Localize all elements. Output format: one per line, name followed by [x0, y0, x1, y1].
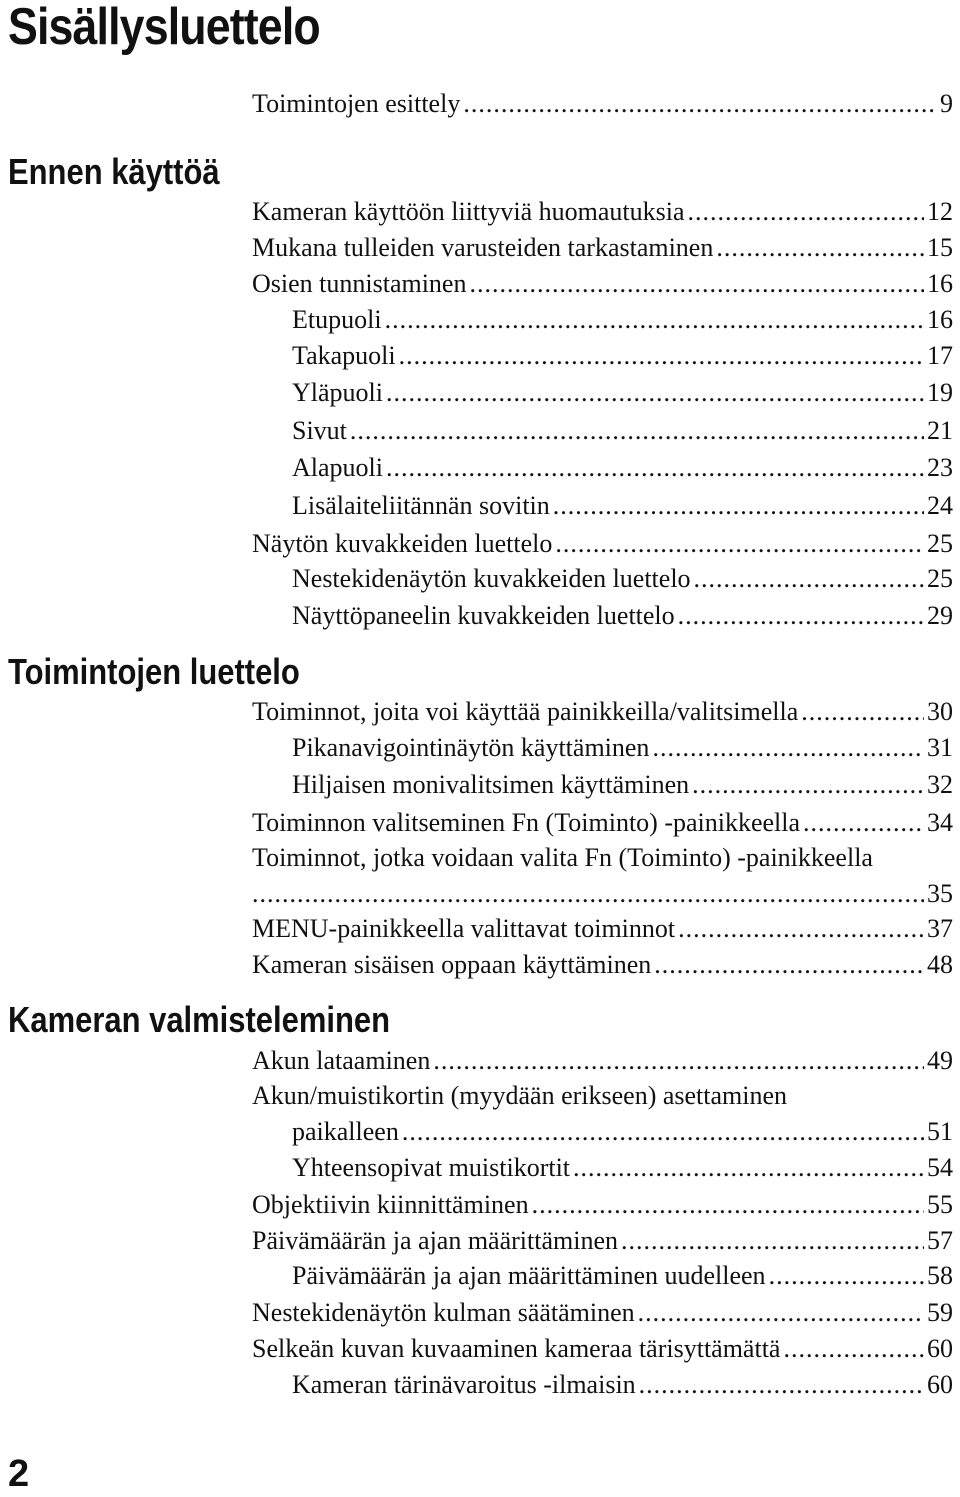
toc-entry-label: Kameran käyttöön liittyviä huomautuksia: [252, 197, 685, 226]
toc-leader-dots: [463, 86, 937, 122]
toc-leader-dots: [573, 1150, 924, 1186]
toc-entry-label: MENU-painikkeella valittavat toiminnot: [252, 914, 676, 943]
toc-entry-label: Nestekidenäytön kuvakkeiden luettelo: [292, 564, 691, 593]
toc-leader-dots: [385, 302, 924, 338]
toc-leader-dots: [555, 526, 924, 562]
toc-subentry: [292, 598, 953, 634]
toc-subentry: [292, 338, 953, 374]
toc-entry-label: Kameran sisäisen oppaan käyttäminen: [252, 950, 652, 979]
toc-page-number: 55: [927, 1190, 953, 1219]
toc-entry: [252, 1043, 953, 1079]
toc-leader-dots: [252, 876, 924, 912]
toc-leader-dots: [621, 1223, 924, 1259]
toc-leader-dots: [654, 947, 924, 983]
toc-entry: [252, 694, 953, 730]
toc-leader-dots: [692, 767, 924, 803]
toc-entry: [252, 1187, 953, 1223]
toc-entry: [252, 86, 953, 122]
toc-subentry: [292, 450, 953, 486]
toc-page-number: 31: [927, 733, 953, 762]
toc-entry: [252, 947, 953, 983]
toc-page-number: 16: [927, 305, 953, 334]
toc-page-number: 35: [927, 879, 953, 908]
toc-leader-dots: [639, 1367, 924, 1403]
toc-leader-dots: [678, 598, 924, 634]
toc-leader-dots: [469, 266, 924, 302]
toc-entry-label: Yläpuoli: [292, 378, 383, 407]
toc-leader-dots: [402, 1114, 924, 1150]
toc-leader-dots: [783, 1331, 924, 1367]
toc-subentry: [292, 413, 953, 449]
toc-subentry: [292, 730, 953, 766]
toc-entry-label: Alapuoli: [292, 453, 383, 482]
toc-leader-dots: [769, 1258, 924, 1294]
toc-entry-label: Hiljaisen monivalitsimen käyttäminen: [292, 770, 690, 799]
toc-subentry: [292, 1258, 953, 1294]
toc-entry-label: Päivämäärän ja ajan määrittäminen uudelleen: [292, 1261, 766, 1290]
toc-subentry: [292, 1150, 953, 1186]
toc-page-number: 29: [927, 601, 953, 630]
toc-subentry: [292, 1367, 953, 1403]
toc-leader-dots: [433, 1043, 924, 1079]
toc-subentry: [292, 375, 953, 411]
toc-page-number: 48: [927, 950, 953, 979]
toc-leader-dots: [694, 561, 924, 597]
toc-entry-label: Toiminnot, jotka voidaan valita Fn (Toiminto) -painikkeella: [252, 843, 873, 872]
toc-entry-label: Akun lataaminen: [252, 1046, 431, 1075]
toc-entry-label: Näytön kuvakkeiden luettelo: [252, 529, 553, 558]
toc-leader-dots: [532, 1187, 924, 1223]
toc-entry: [252, 1331, 953, 1367]
toc-entry: [252, 230, 953, 266]
toc-entry: [252, 526, 953, 562]
toc-entry-label: Toiminnon valitseminen Fn (Toiminto) -painikkeella: [252, 808, 801, 837]
toc-leader-dots: [803, 805, 924, 841]
toc-leader-dots: [688, 194, 924, 230]
toc-entry-label: Yhteensopivat muistikortit: [292, 1153, 571, 1182]
toc-entry-label: Toiminnot, joita voi käyttää painikkeilla/valitsimella: [252, 697, 799, 726]
section-heading: Toimintojen luettelo: [8, 651, 300, 692]
toc-entry-label: Lisälaiteliitännän sovitin: [292, 491, 550, 520]
toc-entry-label: Objektiivin kiinnittäminen: [252, 1190, 529, 1219]
toc-page-number: 24: [927, 491, 953, 520]
page-number: 2: [8, 1453, 30, 1495]
toc-page-number: 51: [927, 1117, 953, 1146]
page-title: Sisällysluettelo: [8, 0, 320, 56]
toc-entry-label: Näyttöpaneelin kuvakkeiden luettelo: [292, 601, 675, 630]
toc-entry-label: Mukana tulleiden varusteiden tarkastaminen: [252, 233, 714, 262]
toc-page-number: 32: [927, 770, 953, 799]
toc-page-number: 12: [927, 197, 953, 226]
toc-entry: [252, 805, 953, 841]
toc-leader-dots: [716, 230, 924, 266]
toc-entry-label: Päivämäärän ja ajan määrittäminen: [252, 1226, 618, 1255]
toc-page-number: 17: [927, 341, 953, 370]
toc-page-number: 54: [927, 1153, 953, 1182]
toc-subentry: [292, 561, 953, 597]
toc-leader-dots: [801, 694, 924, 730]
toc-page-number: 34: [927, 808, 953, 837]
toc-entry-label: paikalleen: [292, 1117, 399, 1146]
toc-entry: [252, 1295, 953, 1331]
toc-page-number: 58: [927, 1261, 953, 1290]
toc-entry: [252, 266, 953, 302]
toc-entry-label: Osien tunnistaminen: [252, 269, 467, 298]
toc-subentry: [292, 302, 953, 338]
toc-entry-label: Etupuoli: [292, 305, 382, 334]
toc-leader-dots: [652, 730, 924, 766]
toc-page-number: 37: [927, 914, 953, 943]
toc-leader-dots: [399, 338, 924, 374]
toc-page-number: 21: [927, 416, 953, 445]
toc-page-number: 30: [927, 697, 953, 726]
toc-page-number: 25: [927, 529, 953, 558]
toc-subentry: [292, 767, 953, 803]
toc-page-number: 60: [927, 1370, 953, 1399]
toc-entry-label: Selkeän kuvan kuvaaminen kameraa tärisyttämättä: [252, 1334, 781, 1363]
toc-subentry: [292, 488, 953, 524]
toc-entry-label: Toimintojen esittely: [252, 89, 461, 118]
toc-entry: [252, 911, 953, 947]
toc-page-number: 23: [927, 453, 953, 482]
toc-entry-label: Nestekidenäytön kulman säätäminen: [252, 1298, 635, 1327]
toc-entry-label: Pikanavigointinäytön käyttäminen: [292, 733, 650, 762]
toc-page-number: 16: [927, 269, 953, 298]
toc-page-number: 59: [927, 1298, 953, 1327]
toc-entry: [252, 194, 953, 230]
section-heading: Ennen käyttöä: [8, 151, 220, 192]
toc-entry-label: Sivut: [292, 416, 347, 445]
toc-leader-dots: [386, 450, 924, 486]
toc-leader-dots: [638, 1295, 924, 1331]
toc-leader-dots: [678, 911, 924, 947]
toc-page-number: 49: [927, 1046, 953, 1075]
toc-page-number: 15: [927, 233, 953, 262]
section-heading: Kameran valmisteleminen: [8, 999, 391, 1040]
toc-entry-label: Akun/muistikortin (myydään erikseen) asettaminen: [252, 1081, 788, 1110]
toc-page-number: 60: [927, 1334, 953, 1363]
toc-leader-dots: [553, 488, 924, 524]
toc-page-number: 19: [927, 378, 953, 407]
toc-leader-dots: [350, 413, 924, 449]
toc-leader-dots: [386, 375, 924, 411]
toc-page-number: 25: [927, 564, 953, 593]
toc-entry: [252, 876, 953, 912]
toc-entry-label: Kameran tärinävaroitus -ilmaisin: [292, 1370, 636, 1399]
toc-page-number: 57: [927, 1226, 953, 1255]
toc-entry: [292, 1114, 953, 1150]
toc-page-number: 9: [940, 89, 953, 118]
toc-entry-label: Takapuoli: [292, 341, 396, 370]
toc-entry: [252, 1223, 953, 1259]
